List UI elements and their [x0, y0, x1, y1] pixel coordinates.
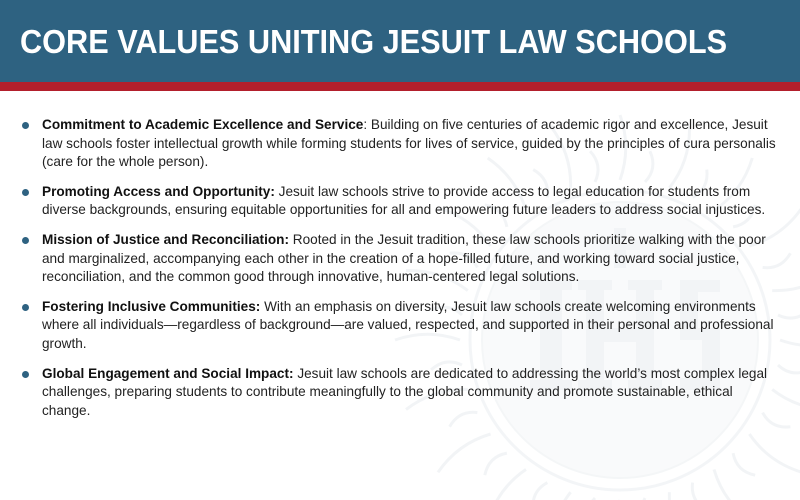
accent-rule	[0, 82, 800, 91]
sun-ray	[669, 492, 689, 500]
sun-ray	[485, 453, 507, 475]
bullet-icon	[22, 237, 29, 244]
sun-ray	[733, 453, 755, 475]
sun-ray	[692, 483, 707, 500]
value-description: Jesuit law schools strive to provide access to legal education for students from diverse backgrounds, ensuring equitable opportunities for all and empowering future leaders to address social injustices.	[42, 183, 766, 218]
list-item	[20, 365, 780, 421]
header-banner	[0, 0, 800, 82]
value-title: Mission of Justice and Reconciliation:	[42, 231, 289, 247]
value-description: Rooted in the Jesuit tradition, these law schools prioritize walking with the poor and marginalized, accompanying each other in the creation of a hope-filled future, and working toward social justice, reconciliation, and the common good through innovative, human-centered legal solutions.	[42, 231, 766, 285]
sun-ray	[778, 365, 800, 373]
sun-ray	[778, 310, 800, 318]
bullet-icon	[22, 189, 29, 196]
list-item	[20, 298, 780, 354]
sun-ray	[488, 469, 526, 500]
sun-ray	[550, 492, 570, 500]
bullet-icon	[22, 304, 29, 311]
value-title: Global Engagement and Social Impact:	[42, 365, 294, 381]
value-title: Commitment to Academic Excellence and Service	[42, 117, 364, 132]
sun-ray	[533, 483, 547, 500]
sun-ray	[749, 434, 800, 472]
sun-ray	[438, 434, 491, 472]
list-item	[20, 183, 780, 220]
page-title: CORE VALUES UNITING JESUIT LAW SCHOOLS	[20, 22, 728, 60]
value-description: Building on five centuries of academic rigor and excellence, Jesuit law schools foster intellectual growth while forming students for lives of service, guided by the principles of cura personalis (care for the whole person).	[42, 117, 776, 170]
value-description: Jesuit law schools are dedicated to addressing the world’s most complex legal challenges, preparing students to contribute meaningfully to the global community and promote sustainable, ethical change.	[42, 365, 768, 418]
value-title: Promoting Access and Opportunity:	[42, 183, 275, 199]
sun-ray	[780, 340, 800, 346]
bullet-icon	[22, 371, 29, 378]
core-values-list	[20, 116, 780, 431]
value-title: Fostering Inclusive Communities:	[42, 298, 261, 314]
list-item	[20, 116, 780, 172]
list-item	[20, 231, 780, 287]
bullet-icon	[22, 122, 29, 129]
value-description: With an emphasis on diversity, Jesuit law schools create welcoming environments where all individuals—regardless of background—are valued, respected, and supported in their personal and professional growth.	[42, 298, 774, 351]
sun-ray	[714, 469, 752, 500]
value-separator: :	[363, 117, 371, 132]
